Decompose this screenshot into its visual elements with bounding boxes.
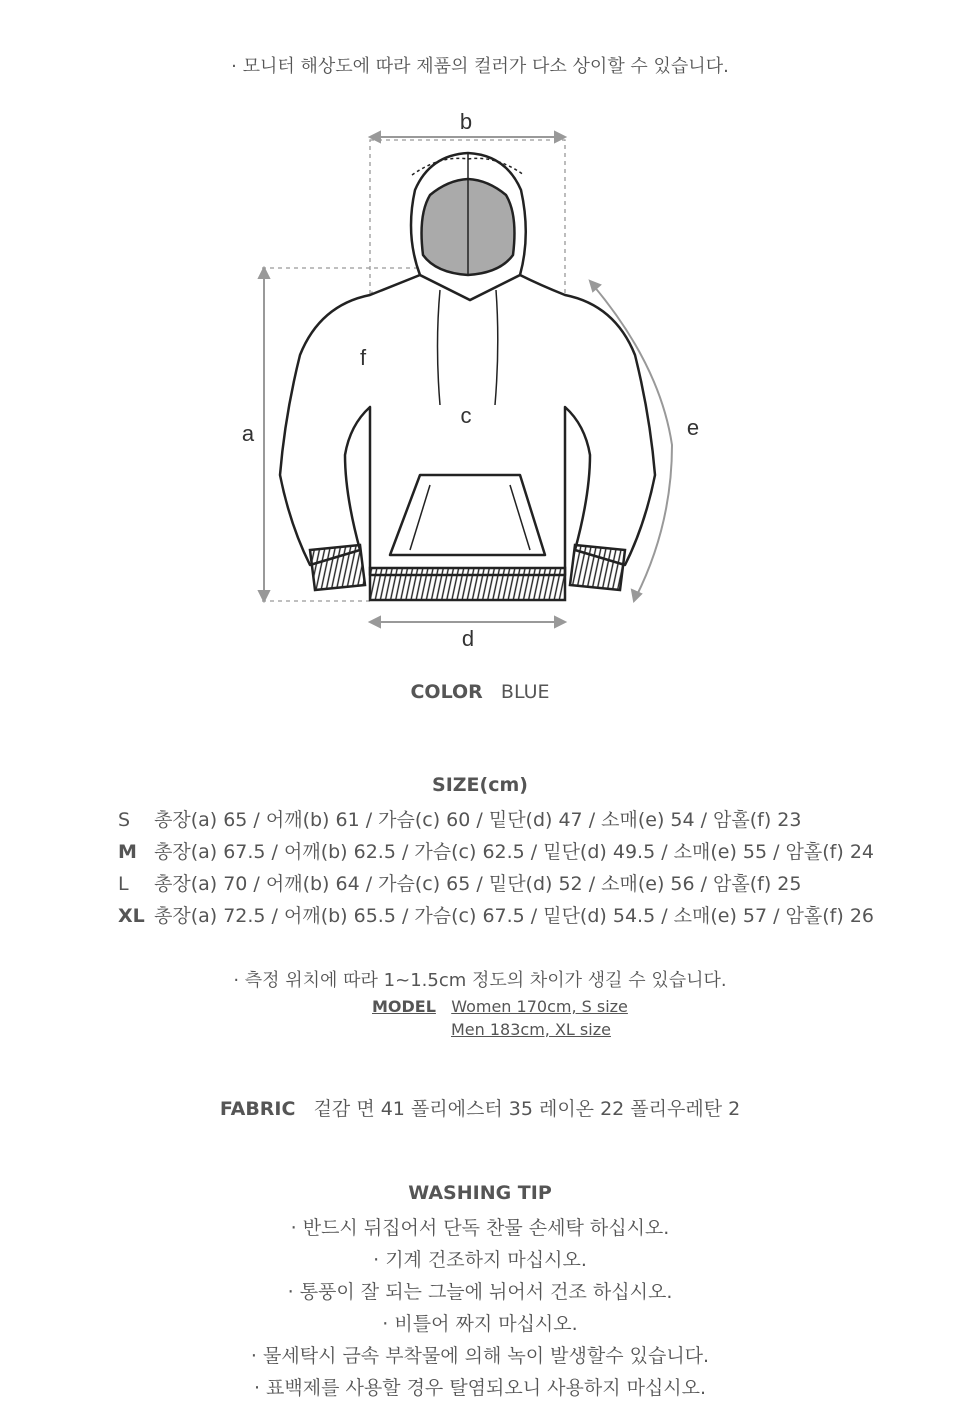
size-row [118,901,878,928]
size-label: S [118,809,131,831]
model-men: Men 183cm, XL size [451,1020,611,1039]
size-detail: 총장(a) 67.5 / 어깨(b) 62.5 / 가슴(c) 62.5 / 밑단(d) 49.5 / 소매(e) 55 / 암홀(f) 24 [154,841,875,863]
fabric-label: FABRIC [219,1098,296,1120]
size-title: SIZE(cm) [432,774,528,796]
washing-item: · 기계 건조하지 마십시오. [373,1249,587,1271]
size-label: M [118,841,137,863]
color-info [0,681,960,703]
model-label: MODEL [372,997,436,1016]
size-label: XL [118,905,145,927]
fabric-info [0,1094,960,1121]
color-label: COLOR [410,681,483,703]
size-row [118,805,878,832]
washing-item: · 표백제를 사용할 경우 탈염되오니 사용하지 마십시오. [253,1377,707,1399]
label-d: d [461,626,475,651]
label-b: b [459,109,473,134]
size-row [118,869,878,896]
label-c: c [460,403,472,428]
size-label: L [118,873,129,895]
fabric-value: 겉감 면 41 폴리에스터 35 레이온 22 폴리우레탄 2 [313,1098,741,1120]
washing-title: WASHING TIP [408,1182,552,1204]
size-detail: 총장(a) 65 / 어깨(b) 61 / 가슴(c) 60 / 밑단(d) 47 / 소매(e) 54 / 암홀(f) 23 [154,809,802,831]
washing-item: · 물세탁시 금속 부착물에 의해 녹이 발생할수 있습니다. [250,1345,710,1367]
right-cuff-rib [570,545,625,590]
label-f: f [359,345,367,370]
color-value: BLUE [500,681,550,703]
washing-item: · 반드시 뒤집어서 단독 찬물 손세탁 하십시오. [290,1217,670,1239]
size-row [118,837,878,864]
label-e: e [686,415,700,440]
size-detail: 총장(a) 70 / 어깨(b) 64 / 가슴(c) 65 / 밑단(d) 52 / 소매(e) 56 / 암홀(f) 25 [154,873,802,895]
label-a: a [241,421,255,446]
model-women: Women 170cm, S size [451,997,628,1016]
washing-item: · 비틀어 짜지 마십시오. [382,1313,578,1335]
left-cuff-rib [310,545,365,590]
measure-note: · 측정 위치에 따라 1~1.5cm 정도의 차이가 생길 수 있습니다. [233,970,727,991]
size-detail: 총장(a) 72.5 / 어깨(b) 65.5 / 가슴(c) 67.5 / 밑단(d) 54.5 / 소매(e) 57 / 암홀(f) 26 [154,905,875,927]
hoodie-measurement-diagram [0,95,960,665]
model-info [372,997,628,1016]
washing-item: · 통풍이 잘 되는 그늘에 뉘어서 건조 하십시오. [287,1281,673,1303]
hem-rib [370,568,565,600]
color-notice: · 모니터 해상도에 따라 제품의 컬러가 다소 상이할 수 있습니다. [231,56,729,77]
